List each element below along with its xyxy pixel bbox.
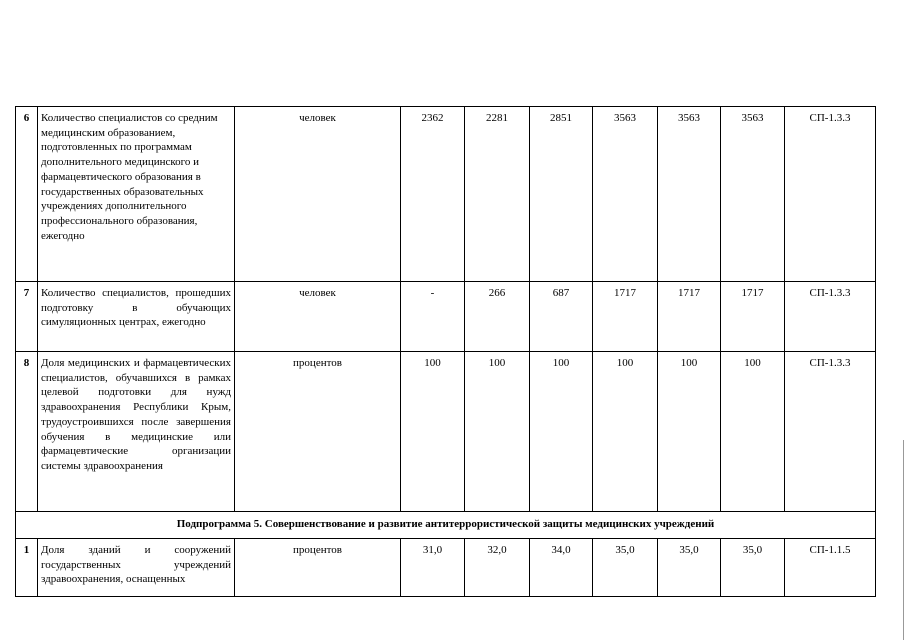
value-cell: 1717: [721, 282, 785, 352]
section-header-row: [16, 512, 876, 539]
row-number: 8: [16, 352, 38, 512]
code-cell: СП-1.3.3: [785, 107, 876, 282]
value-cell: 1717: [593, 282, 658, 352]
value-cell: 100: [593, 352, 658, 512]
code-cell: СП-1.3.3: [785, 352, 876, 512]
value-cell: 2851: [530, 107, 593, 282]
code-cell: СП-1.1.5: [785, 539, 876, 597]
indicator-name: Количество специалистов со средним медицинским образованием, подготовленных по программам дополнительного медицинского и фармацевтического образования в государственных образовательных учреждениях дополнительного профессионального образования, ежегодно: [38, 107, 235, 282]
value-cell: 34,0: [530, 539, 593, 597]
scan-edge-line: [903, 440, 904, 640]
indicator-name: Доля зданий и сооружений государственных учреждений здравоохранения, оснащенных: [38, 539, 235, 597]
value-cell: 35,0: [593, 539, 658, 597]
unit-cell: человек: [235, 282, 401, 352]
indicator-name: Количество специалистов, прошедших подготовку в обучающих симуляционных центрах, ежегодно: [38, 282, 235, 352]
value-cell: 100: [401, 352, 465, 512]
indicators-table: [15, 106, 876, 597]
indicator-name: Доля медицинских и фармацевтических специалистов, обучавшихся в рамках целевой подготовки для нужд здравоохранения Республики Крым, трудоустроившихся после завершения обучения в медицинские или фармацевтические организации системы здравоохранения: [38, 352, 235, 512]
value-cell: 687: [530, 282, 593, 352]
unit-cell: процентов: [235, 539, 401, 597]
value-cell: 35,0: [658, 539, 721, 597]
value-cell: 2281: [465, 107, 530, 282]
table-row: [16, 352, 876, 512]
table-row: [16, 539, 876, 597]
section-title: Подпрограмма 5. Совершенствование и развитие антитеррористической защиты медицинских учреждений: [16, 512, 876, 539]
code-cell: СП-1.3.3: [785, 282, 876, 352]
value-cell: 100: [658, 352, 721, 512]
value-cell: 35,0: [721, 539, 785, 597]
value-cell: -: [401, 282, 465, 352]
value-cell: 3563: [593, 107, 658, 282]
value-cell: 2362: [401, 107, 465, 282]
value-cell: 100: [721, 352, 785, 512]
row-number: 6: [16, 107, 38, 282]
value-cell: 31,0: [401, 539, 465, 597]
unit-cell: процентов: [235, 352, 401, 512]
table-row: [16, 107, 876, 282]
table-row: [16, 282, 876, 352]
row-number: 7: [16, 282, 38, 352]
value-cell: 3563: [658, 107, 721, 282]
unit-cell: человек: [235, 107, 401, 282]
row-number: 1: [16, 539, 38, 597]
value-cell: 32,0: [465, 539, 530, 597]
value-cell: 1717: [658, 282, 721, 352]
value-cell: 3563: [721, 107, 785, 282]
value-cell: 100: [530, 352, 593, 512]
value-cell: 266: [465, 282, 530, 352]
value-cell: 100: [465, 352, 530, 512]
